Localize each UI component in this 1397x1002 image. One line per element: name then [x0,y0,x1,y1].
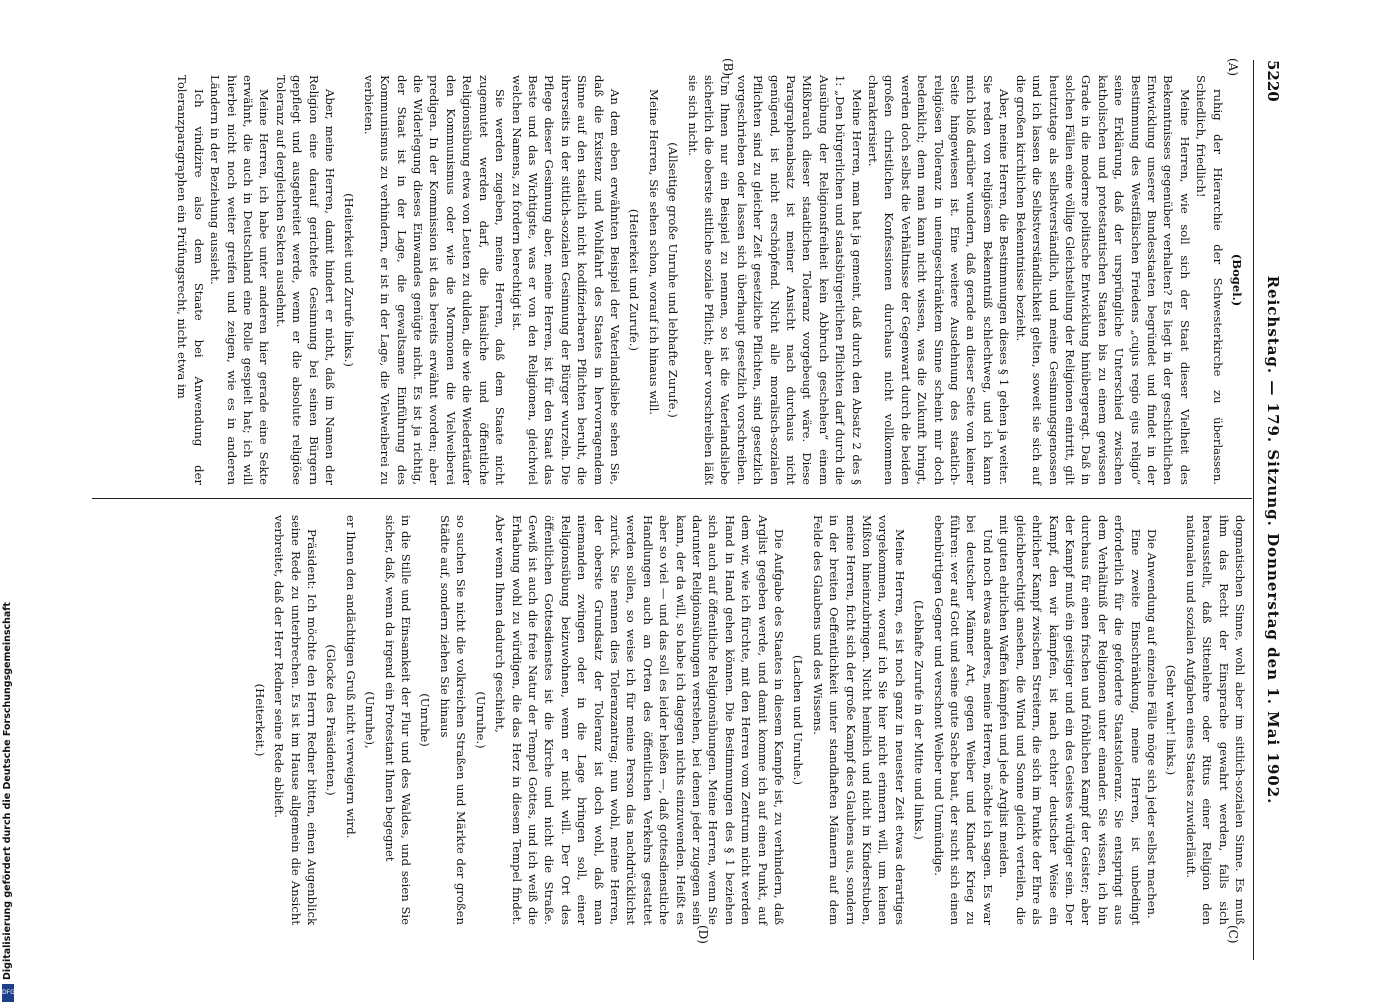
paragraph: Meine Herren, Sie sehen schon, worauf ich hinaus will. [646,89,661,415]
interjection: (Glocke des Präsidenten.) [324,644,339,796]
column-divider [92,498,1252,499]
paragraph: Meine Herren, man hat ja gemeint, daß durch den Absatz 2 des § 1: „Den bürgerlichen und staatsbürgerlichen Pflichten darf durch die Ausübung der Religionsfreiheit kein Abbruch geschehen“ einem Mißbrauch dieser staatlichen Toleranz vorgebeugt wäre. Diese Paragraphenabsatz ist meiner Ansicht nach durchaus nicht genügend, ist nicht erschöpfend. Nicht alle moralisch-sozialen Pflichten sind zu gleicher Zeit gesetzliche Pflichten, sind gesetzlich vorgeschrieben oder lassen sich überhaupt gesetzlich vorschreiben. Um Ihnen nur ein Beispiel zu nennen, so ist die Vaterlandsliebe sicherlich die oberste sittliche soziale Pflicht; aber vorschreiben läßt sie sich nicht. [685,75,864,485]
margin-marker-b: (B) [721,58,735,77]
margin-marker-a: (A) [1226,58,1240,77]
margin-marker-d: (D) [696,925,710,944]
interjection: (Unruhe), [363,691,378,749]
paragraph: in die Stille und Einsamkeit der Flur und des Waldes, und seien Sie sicher, daß, wenn da irgend ein Protestant Ihnen begegnet [382,515,414,925]
paragraph: Ich vindizire also dem Staate bei Anwendung der Toleranzparagraphen ein Prüfungsrecht, nicht etwa im [175,75,206,485]
header-rule [1253,60,1254,960]
interjection: (Unruhe) [418,693,433,747]
interjection: (Heiterkeit und Zurufe links.) [342,193,357,367]
paragraph: Präsident: Ich möchte den Herrn Redner bitten, einen Augenblick seine Rede zu unterbrechen. Es ist im Hause allgemein die Ansicht verbreitet, daß der Herr Redner seine Rede ablieft. [272,515,320,925]
paragraph: Meine Herren, es ist noch ganz in neuester Zeit etwas derartiges vorgekommen, worauf ich Sie hier nicht erinnern will, um keinen Mißton hineinzubringen. Nicht heimlich und nicht in Kinderstuben, meine Herren, ficht sich der große Kampf des Glaubens aus, sondern in der breiten Oeffentlichkeit unter standhaften Männern auf dem Felde des Glaubens und des Wissens. [810,515,907,925]
paragraph: ruhig der Hierarchie der Schwesterkirche zu überlassen. Schiedlich, friedlich! [1194,75,1225,485]
paragraph: Aber, meine Herren, damit hindert er nicht, daß im Namen der Religion eine darauf gerichtete Gesinnung bei seinen Bürgern gepflegt und ausgebreitet werde, wenn er die absolute religiöse Toleranz auf dergleichen Sekten ausdehnt. [273,75,338,485]
left-column [174,75,1248,485]
interjection: (Heiterkeit und Zurufe.) [627,208,642,352]
interjection: (Lebhafte Zurufe in der Mitte und links.) [912,600,927,840]
paragraph: Sie werden zugeben, meine Herren, daß dem Staate nicht zugemutet werden darf, die häusliche und öffentliche Religionsübung etwa von Leuten zu dulden, die wie die Wiedertäufer den Kommunismus oder wie die Mormonen die Vielweiberei predigen. In der Kommission ist das bereits erwähnt worden; aber die Widerlegung dieses Einwandes genügte nicht. Es ist ja richtig, der Staat ist in der Lage, die gewaltsame Einführung des Kommunismus zu verhindern, er ist in der Lage, die Vielweiberei zu verbieten. [361,75,508,485]
paragraph: Und noch etwas anderes, meine Herren, möchte ich sagen. Es war bei deutscher Männer Art, gegen Weiber und Kinder Krieg zu führen: wer auf Gott und seine gute Sache baut, der sucht sich einen ebenbürtigen Gegner und verschont Weiber und Unmündige. [931,515,995,925]
digitization-credit [2,602,16,1000]
dfg-logo: DFG [2,984,14,1002]
header-title: Reichstag. — 179. Sitzung. Donnerstag den 1. Mai 1902. [1264,275,1282,805]
paragraph: Die Aufgabe des Staates in diesem Kampfe ist, zu verhindern, daß Arglist gegeben werde, und damit komme ich auf einen Punkt, auf dem wir, wie ich fürchte, mit den Herren vom Zentrum nicht werden Hand in Hand gehen können. Die Bestimmungen des § 1 beziehen sich auch auf öffentliche Religionsübungen. Meine Herren, wenn Sie darunter Religionsübungen verstehen, bei denen jeder zugegen sein kann, der da will, so habe ich dagegen nichts einzuwenden. Heißt es aber so viel — und das soll es leider heißen —, daß gottesdienstliche Handlungen auch an Orten des öffentlichen Verkehrs gestattet werden sollen, so weise ich für meine Person das nachdrücklichst zurück. Sie nennen dies Toleranzantrag; nun wohl, meine Herren, der oberste Grundsatz der Toleranz ist doch wohl, daß man niemanden zwingen oder in die Lage bringen soll, einer Religionsübung beizuwohnen, wenn er nicht will. Der Ort des öffentlichen Gottesdienstes ist die Kirche und nicht die Straße. Gewiß ist auch die freie Natur der Tempel Gottes, und ich weiß die Erhabung wohl zu würdigen, die das Herz in diesem Tempel findet. Aber wenn Ihnen dadurch geschieht, [493,515,787,925]
interjection: (Sehr wahr! links.) [1164,664,1179,776]
paragraph: so suchen Sie nicht die volkreichen Straßen und Märkte der großen Städte auf, sondern ziehen Sie hinaus [437,515,469,925]
page-number: 5220 [1264,60,1282,102]
paragraph: Meine Herren, ich habe unter anderen hier gerade eine Sekte erwähnt, die auch in Deutschland eine Rolle gespielt hat; ich will hierbei nicht noch weiter greifen und zeigen, wie es in anderen Ländern in der Beziehung aussieht. [208,75,272,485]
paragraph: Eine zweite Einschränkung, meine Herren, ist unbedingt erforderlich für die geforderte Staatstoleranz. Sie entspringt aus dem Verhältniß der Religionen unter einander. Sie wissen, ich bin durchaus für einen frischen und fröhlichen Kampf der Geister; aber der Kampf muß ein geistiger und ein des Geistes würdiger sein. Der Kampf, den wir kämpfen, ist nach echter deutscher Weise ein ehrlicher Kampf zwischen Streitern, die sich im Punkte der Ehre als gleichberechtigt ansehen, die Wind und Sonne gleich verteilen, die mit guten ehrlichen Waffen kämpfen und jede Arglist meiden. [997,515,1143,925]
interjection: (Heiterkeit.) [252,683,267,757]
interjection: (Unruhe.) [473,691,488,749]
interjection: (Allseitige große Unruhe und lebhafte Zurufe.) [666,142,681,418]
paragraph: Die Anwendung auf einzelne Fälle möge sich jeder selbst machen. [1144,529,1159,919]
margin-marker-c: (C) [1226,925,1240,944]
right-column [248,515,1248,925]
paragraph: Aber, meine Herren, die Bestimmungen dieses § 1 gehen ja weiter. Sie reden von religiösem Bekenntniß schlechtweg, und ich kann mich bloß darüber wundern, daß gerade an dieser Seite von keiner Seite hingewiesen ist. Eine weitere Ausdehnung des staatlich-religiösen Toleranz in uneingeschränktem Sinne scheint mir doch bedenklich; denn man kann nicht wissen, was die Zukunft bringt, werden doch selbst die Verhältnisse der Gegenwart durch die beiden großen christlichen Konfessionen durchaus nicht vollkommen charakterisiert. [866,75,1012,485]
speaker-label: (Bogel.) [1230,253,1244,307]
credit-text: Digitalisierung gefördert durch die Deutsche Forschungsgemeinschaft [2,602,13,980]
paragraph: An dem eben erwähnten Beispiel der Vaterlandsliebe sehen Sie, daß die Existenz und Wohlfahrt des Staates in hervorragendem Sinne auf den staatlich nicht kodifizierbaren Pflichten beruht, die ihrerseits in der sittlich-sozialen Gesinnung der Bürger wurzeln. Die Pflege dieser Gesinnung aber, meine Herren, ist für den Staat das Beste und das Wichtigste, was er von den Religionen, gleichviel welchen Namens, zu fordern berechtigt ist. [509,75,622,485]
paragraph: Meine Herren, wie soll sich der Staat dieser Vielheit des Bekenntnisses gegenüber verhalten? Es liegt in der geschichtlichen Entwicklung unserer Bundesstaaten begründet und findet in der Bestimmung des Westfälischen Friedens „cujus regio ejus religio“ seine Erklärung, daß der ursprüngliche Unterschied zwischen katholischen und protestantischen Staaten bis zu einem gewissen Grade in die moderne politische Entwicklung hinübergeragt. Daß in solchen Fällen eine völlige Gleichstellung der Religionen eintritt, gilt heutzutage als selbstverständlich, und meine Gesinnungsgenossen und ich lassen die Selbstverständlichkeit gelten, soweit sie sich auf die großen kirchlichen Bekenntnisse bezieht. [1013,75,1192,485]
page-header [1258,60,1282,960]
paragraph: er Ihnen den andächtigen Gruß nicht verweigern wird. [343,515,358,839]
paragraph: dogmatischen Sinne, wohl aber im sittlich-sozialen Sinne. Es muß ihm das Recht der Einsprache gewahrt werden, falls sich herausstellt, daß Sittenlehre oder Ritus einer Religion den nationalen und sozialen Aufgaben eines Staates zuwiderläuft. [1183,515,1247,925]
interjection: (Lachen und Unruhe.) [791,655,806,785]
